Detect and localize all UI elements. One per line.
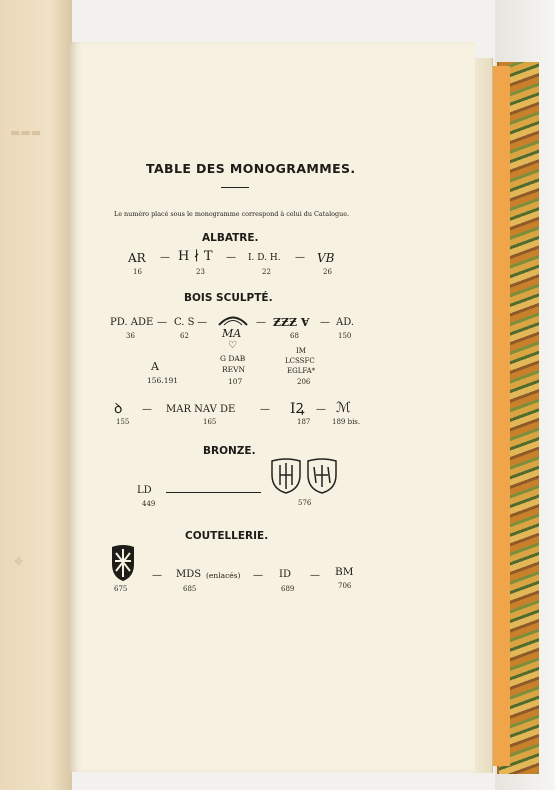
monogram-107-line2: REVN	[222, 365, 246, 374]
monogram-number: 449	[142, 500, 156, 508]
monogram-36: PD. ADE	[110, 317, 154, 328]
shield-monograms-icon	[270, 457, 338, 495]
dash-separator: —	[152, 570, 162, 581]
monogram-206-line1: IM	[296, 347, 306, 355]
monogram-number: 189 bis.	[332, 418, 361, 426]
monogram-150: AD.	[336, 317, 355, 328]
monogram-156-191: A	[151, 360, 159, 373]
monogram-number: 107	[228, 377, 243, 386]
monogram-number: 22	[262, 268, 271, 276]
left-page	[0, 0, 72, 790]
section-heading-bronze: BRONZE.	[203, 445, 256, 457]
monogram-22: I. D. H.	[248, 253, 281, 263]
monogram-68: ƵƵƵ Ɐ	[273, 316, 310, 329]
dash-separator: —	[310, 570, 320, 581]
section-heading-coutellerie: COUTELLERIE.	[185, 530, 269, 542]
dash-separator: —	[316, 404, 326, 415]
monogram-number: 156.191	[147, 376, 179, 385]
section-heading-albatre: ALBATRE.	[202, 232, 259, 244]
show-through-mark: ✥	[14, 555, 24, 568]
monogram-number: 26	[323, 268, 332, 276]
dash-separator: —	[157, 317, 167, 328]
page-stack-edge	[472, 58, 493, 773]
dash-separator: —	[197, 317, 207, 328]
section-heading-bois-sculpte: BOIS SCULPTÉ.	[184, 292, 273, 304]
monogram-number: 68	[290, 332, 299, 340]
monogram-206-line2: LCSSFC	[285, 357, 315, 365]
intro-text: Le numéro placé sous le monogramme correspond à celui du Catalogue.	[114, 210, 350, 218]
page-title: TABLE DES MONOGRAMMES.	[146, 161, 356, 176]
monogram-number: 23	[196, 268, 205, 276]
monogram-206-line3: EGLFA*	[287, 367, 316, 375]
catalogue-page	[70, 42, 475, 772]
monogram-23: H ∤ T	[178, 249, 213, 264]
monogram-187: IꝜ	[290, 401, 305, 417]
monogram-16: AR	[128, 251, 146, 265]
dash-separator: —	[295, 252, 305, 263]
monogram-685: MDS	[176, 569, 202, 580]
monogram-number: 675	[114, 585, 128, 593]
leader-rule	[166, 492, 261, 493]
monogram-155: ꝺ	[114, 401, 123, 417]
monogram-number: 155	[116, 418, 130, 426]
dash-separator: —	[226, 252, 236, 263]
arch-ornament-icon	[215, 312, 251, 326]
monogram-number: 187	[297, 418, 311, 426]
monogram-number: 36	[126, 332, 135, 340]
title-rule	[221, 187, 249, 188]
monogram-number: 689	[281, 585, 295, 593]
heart-icon: ♡	[228, 340, 237, 351]
monogram-number: 165	[203, 418, 217, 426]
monogram-number: 685	[183, 585, 197, 593]
monogram-706: BM	[335, 566, 354, 578]
dash-separator: —	[320, 317, 330, 328]
dash-separator: —	[256, 317, 266, 328]
cross-shield-icon	[110, 544, 136, 582]
monogram-number: 576	[298, 499, 312, 507]
monogram-note: (enlacés)	[206, 571, 241, 580]
monogram-number: 706	[338, 582, 352, 590]
monogram-189-bis: ℳ	[336, 400, 351, 416]
monogram-number: 62	[180, 332, 189, 340]
monogram-689: ID	[279, 569, 291, 580]
dash-separator: —	[160, 252, 170, 263]
monogram-107-line1: G DAB	[220, 354, 246, 363]
monogram-165: MAR NAV DE	[166, 404, 236, 415]
monogram-449: LD	[137, 485, 152, 496]
monogram-number: 16	[133, 268, 142, 276]
monogram-26: VB	[317, 251, 335, 265]
monogram-ma: MA	[222, 327, 242, 340]
dash-separator: —	[253, 570, 263, 581]
monogram-62: C. S	[174, 317, 195, 328]
monogram-number: 206	[297, 378, 311, 386]
show-through-text: ▬▬▬	[10, 126, 42, 139]
monogram-number: 150	[338, 332, 352, 340]
dash-separator: —	[142, 404, 152, 415]
dash-separator: —	[260, 404, 270, 415]
